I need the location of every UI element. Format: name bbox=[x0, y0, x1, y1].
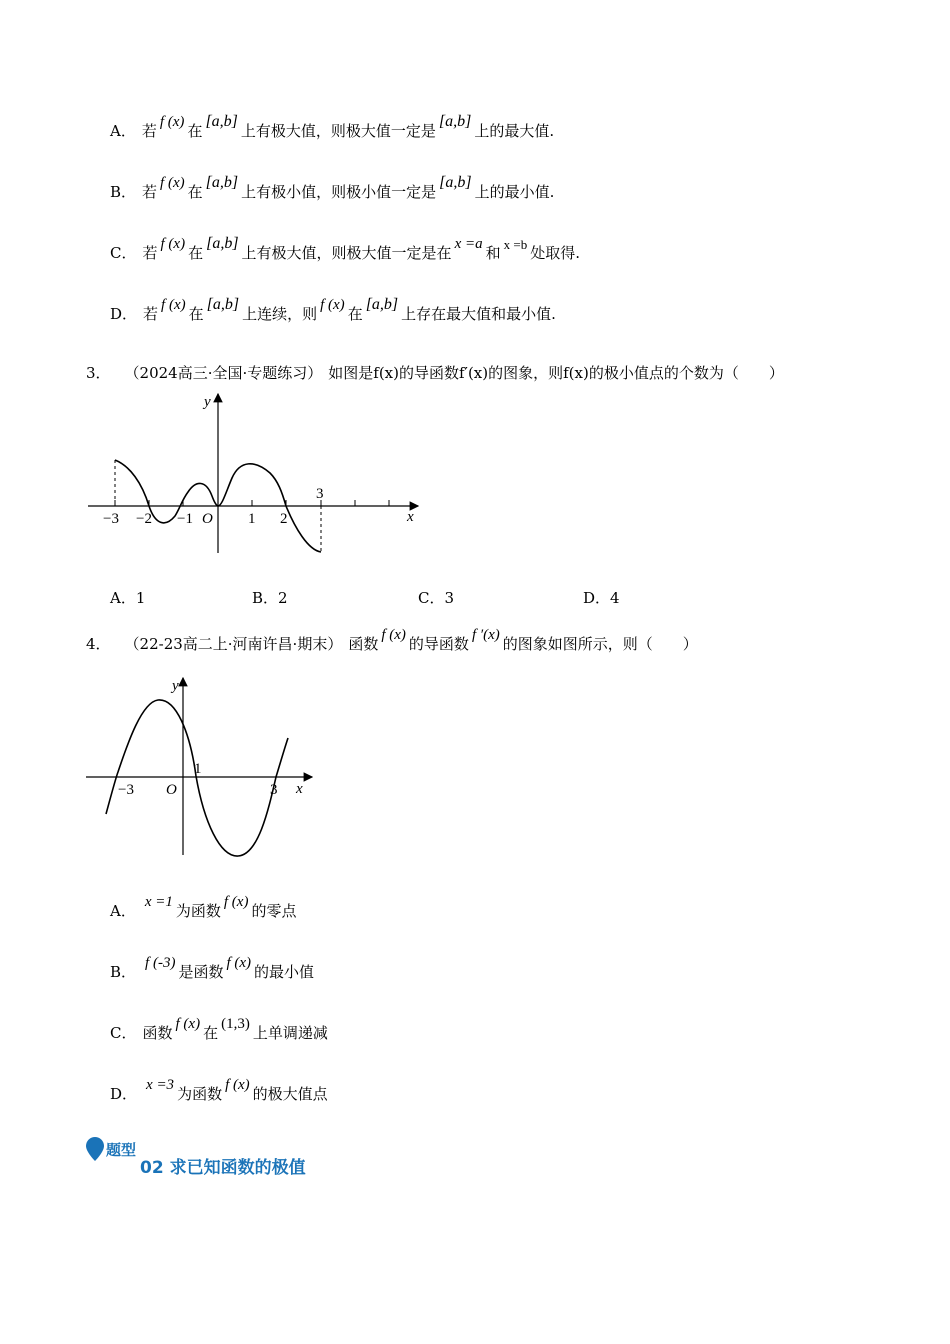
tick-m3: −3 bbox=[103, 511, 119, 527]
q3-stem: 3． （2024高三·全国·专题练习） 如图是f(x)的导函数f′(x)的图象，则f(x)的极小值点的个数为（ ） bbox=[86, 364, 784, 382]
tick-m2: −2 bbox=[136, 511, 152, 527]
tick-1: 1 bbox=[248, 511, 256, 527]
derivative-curve bbox=[106, 700, 288, 856]
section-tag: 题型 bbox=[106, 1141, 137, 1159]
label-x: x bbox=[296, 781, 303, 797]
q3-choice-a: A．1 bbox=[110, 589, 146, 607]
label-origin: O bbox=[202, 511, 213, 527]
tick-1: 1 bbox=[194, 761, 202, 777]
q4-option-c: C． 函数 f (x) 在 (1,3) 上单调递减 bbox=[110, 1016, 328, 1042]
location-pin-icon bbox=[86, 1137, 104, 1161]
label-y: y bbox=[172, 678, 179, 694]
q4-stem: 4． （22-23高二上·河南许昌·期末） 函数 f (x) 的导函数 f ′(x) 的图象如图所示，则（ ） bbox=[86, 627, 698, 653]
section-title: 02 求已知函数的极值 bbox=[140, 1158, 306, 1178]
q3-graph bbox=[80, 388, 430, 563]
tick-3: 3 bbox=[316, 486, 324, 502]
q2-option-a: A． 若 f (x) 在 [a,b] 上有极大值，则极大值一定是 [a,b] 上的最大值. bbox=[110, 113, 555, 140]
tick-m1: −1 bbox=[177, 511, 193, 527]
q3-choice-c: C．3 bbox=[418, 589, 455, 607]
q3-choice-b: B．2 bbox=[252, 589, 288, 607]
q4-option-d: D． x =3 为函数 f (x) 的极大值点 bbox=[110, 1077, 328, 1103]
label-y: y bbox=[204, 394, 211, 410]
label-origin: O bbox=[166, 782, 177, 798]
q3-choice-d: D．4 bbox=[583, 589, 620, 607]
q2-option-b: B． 若 f (x) 在 [a,b] 上有极小值，则极小值一定是 [a,b] 上的最小值. bbox=[110, 174, 555, 201]
q2-option-c: C． 若 f (x) 在 [a,b] 上有极大值，则极大值一定是在 x =a 和 x =b 处取得. bbox=[110, 235, 580, 262]
q4-option-b: B． f (-3) 是函数 f (x) 的最小值 bbox=[110, 955, 315, 981]
tick-m3: −3 bbox=[118, 782, 134, 798]
q4-graph bbox=[80, 672, 320, 862]
q2-option-d: D． 若 f (x) 在 [a,b] 上连续，则 f (x) 在 [a,b] 上存在最大值和最小值. bbox=[110, 296, 556, 323]
q4-option-a: A． x =1 为函数 f (x) 的零点 bbox=[110, 894, 297, 920]
tick-2: 2 bbox=[280, 511, 288, 527]
tick-3: 3 bbox=[270, 782, 278, 798]
label-x: x bbox=[407, 509, 414, 525]
